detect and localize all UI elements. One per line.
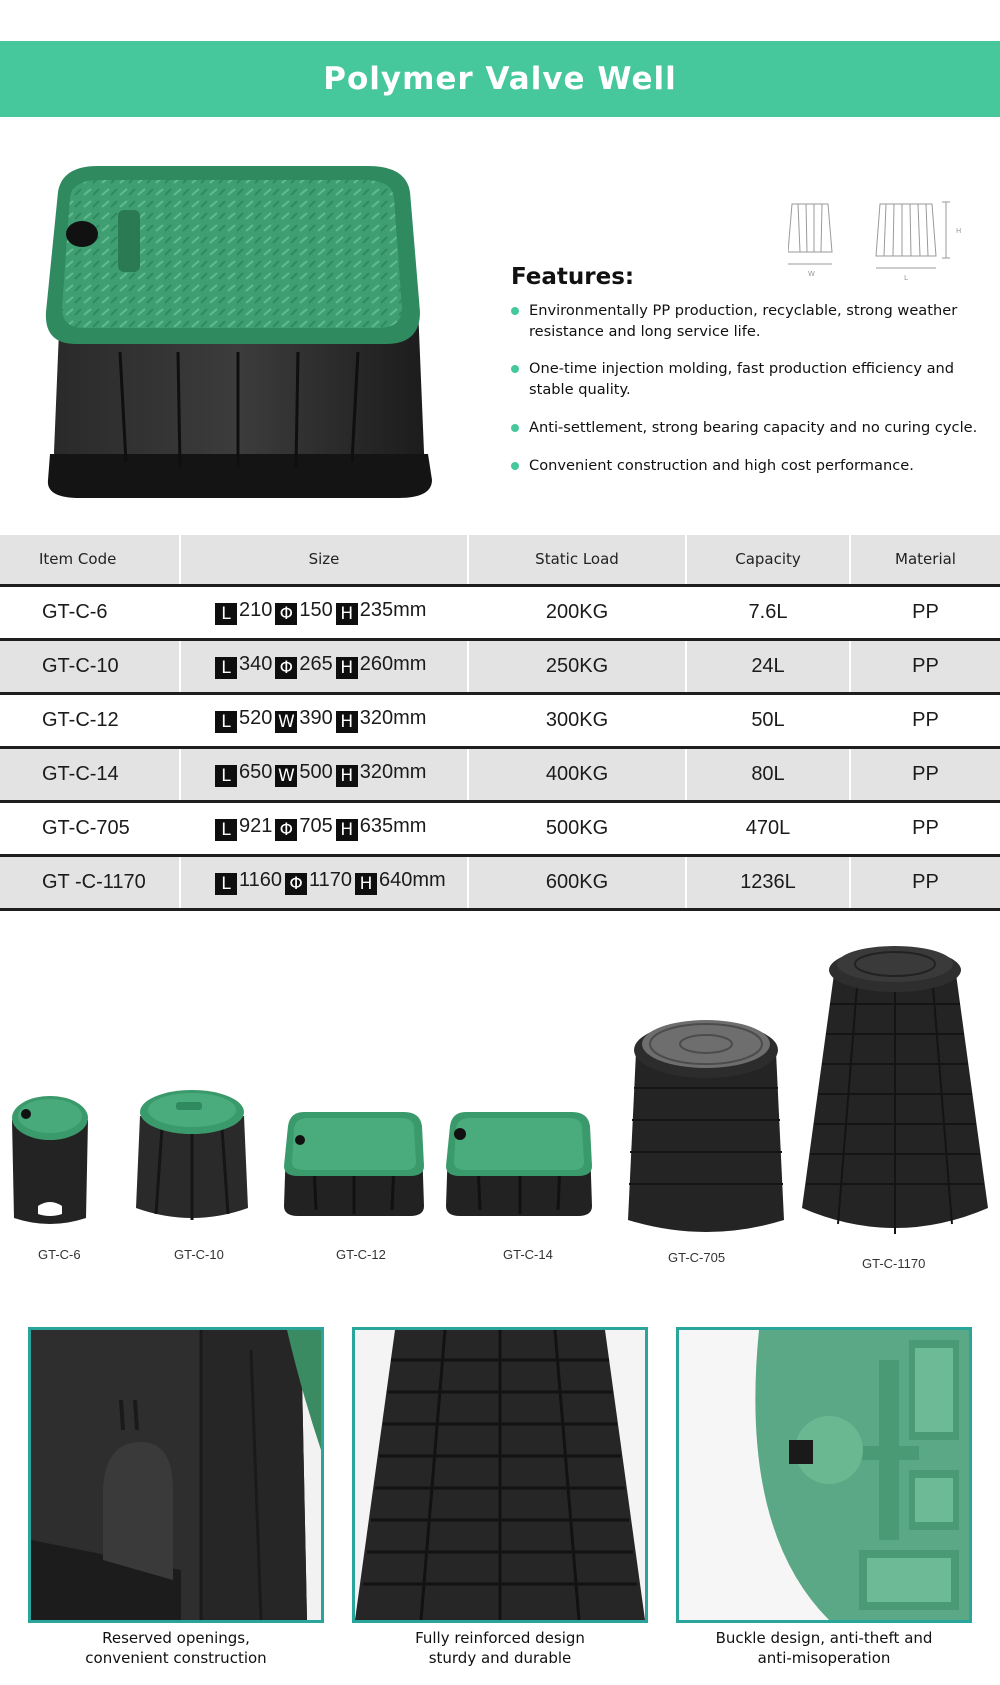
- dimension-tag: W: [275, 765, 297, 787]
- detail-image-reinforced: [352, 1327, 648, 1623]
- cell-capacity: 470L: [686, 801, 850, 855]
- bullet-icon: [511, 365, 519, 373]
- dimension-value: 921: [239, 815, 273, 837]
- cell-size: [180, 801, 468, 855]
- dimension-value: 260mm: [359, 653, 427, 675]
- dim-label-w: W: [808, 270, 815, 278]
- table-row: [0, 855, 1000, 909]
- dimension-value: 320mm: [359, 761, 427, 783]
- cell-static-load: 300KG: [468, 693, 686, 747]
- dimension-value: 210: [239, 599, 273, 621]
- cell-size: [180, 693, 468, 747]
- features-heading: Features:: [511, 264, 635, 290]
- cell-material: PP: [850, 693, 1000, 747]
- dimension-value: 650: [239, 761, 273, 783]
- dimension-value: 1170: [309, 869, 353, 891]
- product-label: GT-C-12: [336, 1247, 386, 1262]
- dimension-tag: Φ: [285, 873, 307, 895]
- table-header-row: [0, 535, 1000, 585]
- product-label: GT-C-14: [503, 1247, 553, 1262]
- dimension-tag: L: [215, 657, 237, 679]
- cell-static-load: 200KG: [468, 585, 686, 639]
- dimension-tag: H: [336, 765, 358, 787]
- table-row: [0, 585, 1000, 639]
- table-row: [0, 639, 1000, 693]
- cell-item-code: GT-C-14: [0, 747, 180, 801]
- product-label: GT-C-6: [38, 1247, 81, 1262]
- product-image-gt-c-6: [8, 1090, 92, 1230]
- spec-table: [0, 535, 1000, 911]
- dimension-tag: H: [336, 819, 358, 841]
- dimension-tag: H: [336, 657, 358, 679]
- feature-item: Environmentally PP production, recyclable, strong weather resistance and long service life.: [511, 300, 991, 342]
- cell-size: [180, 855, 468, 909]
- title-banner: [0, 41, 1000, 117]
- dimension-tag: H: [336, 711, 358, 733]
- dimension-tag: L: [215, 819, 237, 841]
- detail-caption-openings: Reserved openings, convenient construction: [85, 1629, 267, 1667]
- cell-static-load: 400KG: [468, 747, 686, 801]
- table-row: [0, 801, 1000, 855]
- detail-caption-buckle: Buckle design, anti-theft and anti-misoperation: [715, 1629, 933, 1667]
- dimension-value: 640mm: [379, 869, 446, 891]
- cell-material: PP: [850, 585, 1000, 639]
- cell-item-code: GT -C-1170: [0, 855, 180, 909]
- cell-material: PP: [850, 855, 1000, 909]
- dimension-value: 235mm: [359, 599, 427, 621]
- cell-item-code: GT-C-705: [0, 801, 180, 855]
- product-image-gt-c-14: [442, 1106, 596, 1218]
- header-material: Material: [850, 535, 1000, 585]
- product-image-gt-c-12: [280, 1106, 428, 1218]
- cell-static-load: 250KG: [468, 639, 686, 693]
- header-static-load: Static Load: [468, 535, 686, 585]
- dimension-tag: H: [355, 873, 377, 895]
- dimension-tag: L: [215, 873, 237, 895]
- table-row: [0, 747, 1000, 801]
- dim-label-h: H: [956, 227, 962, 235]
- feature-item: One-time injection molding, fast production efficiency and stable quality.: [511, 358, 991, 400]
- product-image-gt-c-1170: [798, 934, 992, 1254]
- dimension-tag: L: [215, 765, 237, 787]
- cell-size: [180, 585, 468, 639]
- cell-static-load: 500KG: [468, 801, 686, 855]
- dimension-value: 500: [299, 761, 333, 783]
- cell-material: PP: [850, 747, 1000, 801]
- dimension-tag: L: [215, 603, 237, 625]
- cell-capacity: 24L: [686, 639, 850, 693]
- cell-item-code: GT-C-12: [0, 693, 180, 747]
- cell-item-code: GT-C-6: [0, 585, 180, 639]
- dimension-tag: Φ: [275, 657, 297, 679]
- dimension-value: 1160: [239, 869, 283, 891]
- detail-caption-reinforced: Fully reinforced design sturdy and durable: [415, 1629, 585, 1667]
- dim-label-l: L: [904, 274, 908, 282]
- product-lineup: [0, 930, 1000, 1290]
- dimension-value: 265: [299, 653, 333, 675]
- cell-capacity: 50L: [686, 693, 850, 747]
- product-image-gt-c-10: [132, 1088, 252, 1228]
- dimension-value: 635mm: [359, 815, 427, 837]
- cell-static-load: 600KG: [468, 855, 686, 909]
- feature-item: Convenient construction and high cost performance.: [511, 455, 991, 476]
- product-label: GT-C-10: [174, 1247, 224, 1262]
- detail-image-buckle: [676, 1327, 972, 1623]
- bullet-icon: [511, 424, 519, 432]
- dimension-tag: W: [275, 711, 297, 733]
- cell-item-code: GT-C-10: [0, 639, 180, 693]
- dimension-value: 320mm: [359, 707, 427, 729]
- dimension-tag: Φ: [275, 819, 297, 841]
- header-item-code: Item Code: [0, 535, 180, 585]
- dimension-tag: L: [215, 711, 237, 733]
- header-size: Size: [180, 535, 468, 585]
- cell-material: PP: [850, 801, 1000, 855]
- bullet-icon: [511, 462, 519, 470]
- dimension-value: 705: [299, 815, 333, 837]
- features-section: [511, 264, 991, 476]
- cell-size: [180, 747, 468, 801]
- feature-item: Anti-settlement, strong bearing capacity and no curing cycle.: [511, 417, 991, 438]
- cell-material: PP: [850, 639, 1000, 693]
- header-capacity: Capacity: [686, 535, 850, 585]
- product-label: GT-C-1170: [862, 1256, 926, 1271]
- product-image-gt-c-705: [624, 1008, 788, 1244]
- cell-capacity: 7.6L: [686, 585, 850, 639]
- detail-image-openings: [28, 1327, 324, 1623]
- dimension-value: 390: [299, 707, 333, 729]
- page-title: Polymer Valve Well: [323, 61, 677, 97]
- cell-capacity: 80L: [686, 747, 850, 801]
- dimension-tag: Φ: [275, 603, 297, 625]
- cell-capacity: 1236L: [686, 855, 850, 909]
- dimension-value: 340: [239, 653, 273, 675]
- product-label: GT-C-705: [668, 1250, 726, 1265]
- bullet-icon: [511, 307, 519, 315]
- cell-size: [180, 639, 468, 693]
- hero-product-image: [28, 162, 444, 502]
- dimension-tag: H: [336, 603, 358, 625]
- table-row: [0, 693, 1000, 747]
- dimension-value: 150: [299, 599, 333, 621]
- dimension-value: 520: [239, 707, 273, 729]
